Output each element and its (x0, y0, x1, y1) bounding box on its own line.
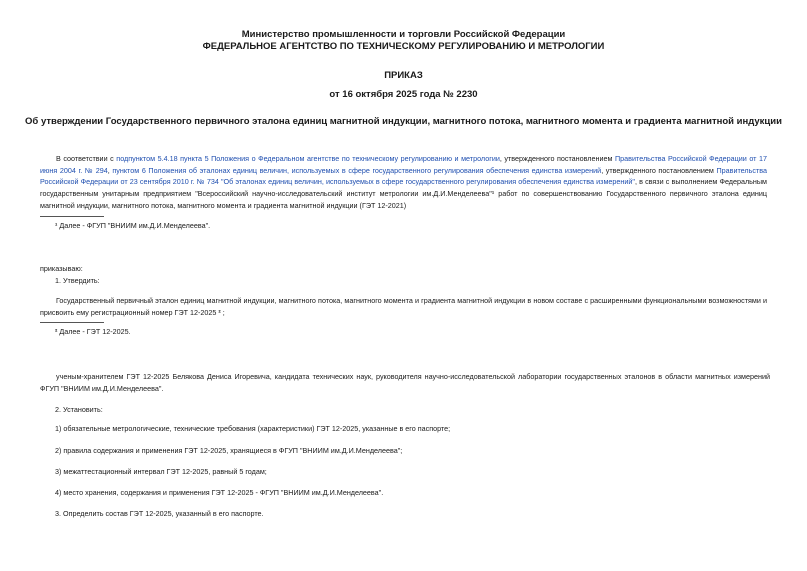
approve-paragraph: Государственный первичный эталон единиц магнитной индукции, магнитного потока, магнитного момента и градиента магнитной индукции в новом составе с расширенными функциональными возможностями и присвоить ему регистрационный номер ГЭТ 12-2025 ² ; (40, 296, 767, 317)
footnote-divider-2 (40, 322, 104, 323)
link-government-decree-294[interactable]: Правительства Российской Федерации от 17 июня 2004 г. № 294 (40, 154, 768, 175)
link-agency-regulation[interactable]: подпунктом 5.4.18 пункта 5 Положения о Федеральном агентстве по техническому регулированию и метрологии (116, 154, 500, 163)
link-standards-regulation[interactable]: пунктом 6 Положения об эталонах единиц величин, используемых в сфере государственного регулирования обеспечения единства измерений (112, 165, 602, 175)
sub-item-2: 2) правила содержания и применения ГЭТ 12-2025, хранящиеся в ФГУП "ВНИИМ им.Д.И.Менделеева"; (55, 446, 403, 455)
agency-name: ФЕДЕРАЛЬНОЕ АГЕНТСТВО ПО ТЕХНИЧЕСКОМУ РЕГУЛИРОВАНИЮ И МЕТРОЛОГИИ (202, 41, 605, 52)
order-word: приказываю: (40, 264, 83, 273)
keeper-paragraph: ученым-хранителем ГЭТ 12-2025 Белякова Дениса Игоревича, кандидата технических наук, руководителя научно-исследовательской лаборатории государственных эталонов в области магнитных измерений ФГУП "ВНИИМ им.Д.И.Менделеева". (40, 372, 770, 393)
preamble-paragraph: В соответствии с подпунктом 5.4.18 пункта 5 Положения о Федеральном агентстве по техническому регулированию и метрологии, утвержденного постановлением Правительства Российской Федерации от 17 июня 2004 г. № 294, пунктом 6 Положения об эталонах единиц величин, используемых в сфере государственного регулирования обеспечения единства измерений, утвержденного постановлением Правительства Российской Федерации от 23 сентября 2010 г. № 734 "Об эталонах единиц величин, используемых в сфере государственного регулирования обеспечения единства измерений", в связи с выполнением Федеральным государственным унитарным предприятием "Всероссийский научно-исследовательский институт метрологии им.Д.И.Менделеева"¹ работ по совершенствованию Государственного первичного эталона единиц магнитной индукции, магнитного потока, магнитного момента и градиента магнитной индукции (ГЭТ 12-2021) (40, 154, 768, 210)
footnote-2: ² Далее - ГЭТ 12-2025. (55, 327, 131, 336)
footnote-1: ¹ Далее - ФГУП "ВНИИМ им.Д.И.Менделеева". (55, 221, 211, 230)
item-1: 1. Утвердить: (55, 276, 100, 285)
ministry-name: Министерство промышленности и торговли Российской Федерации (241, 29, 566, 40)
footnote-ref-2[interactable]: ² (218, 309, 221, 317)
document-type: ПРИКАЗ (384, 70, 423, 81)
link-government-decree-734[interactable]: Правительства Российской Федерации от 23 сентября 2010 г. № 734 "Об эталонах единиц величин, используемых в сфере государственного регулирования обеспечения единства измерений" (40, 165, 767, 186)
footnote-divider (40, 216, 104, 217)
sub-item-1: 1) обязательные метрологические, технические требования (характеристики) ГЭТ 12-2025, указанные в его паспорте; (55, 424, 451, 433)
document-title: Об утверждении Государственного первичного эталона единиц магнитной индукции, магнитного потока, магнитного момента и градиента магнитной индукции (25, 116, 782, 127)
item-3: 3. Определить состав ГЭТ 12-2025, указанный в его паспорте. (55, 509, 264, 518)
sub-item-3: 3) межаттестационный интервал ГЭТ 12-2025, равный 5 годам; (55, 467, 267, 476)
item-2: 2. Установить: (55, 405, 103, 414)
footnote-ref-1[interactable]: ¹ (491, 190, 495, 198)
document-date-number: от 16 октября 2025 года № 2230 (329, 89, 478, 100)
sub-item-4: 4) место хранения, содержания и применения ГЭТ 12-2025 - ФГУП "ВНИИМ им.Д.И.Менделеева". (55, 488, 384, 497)
